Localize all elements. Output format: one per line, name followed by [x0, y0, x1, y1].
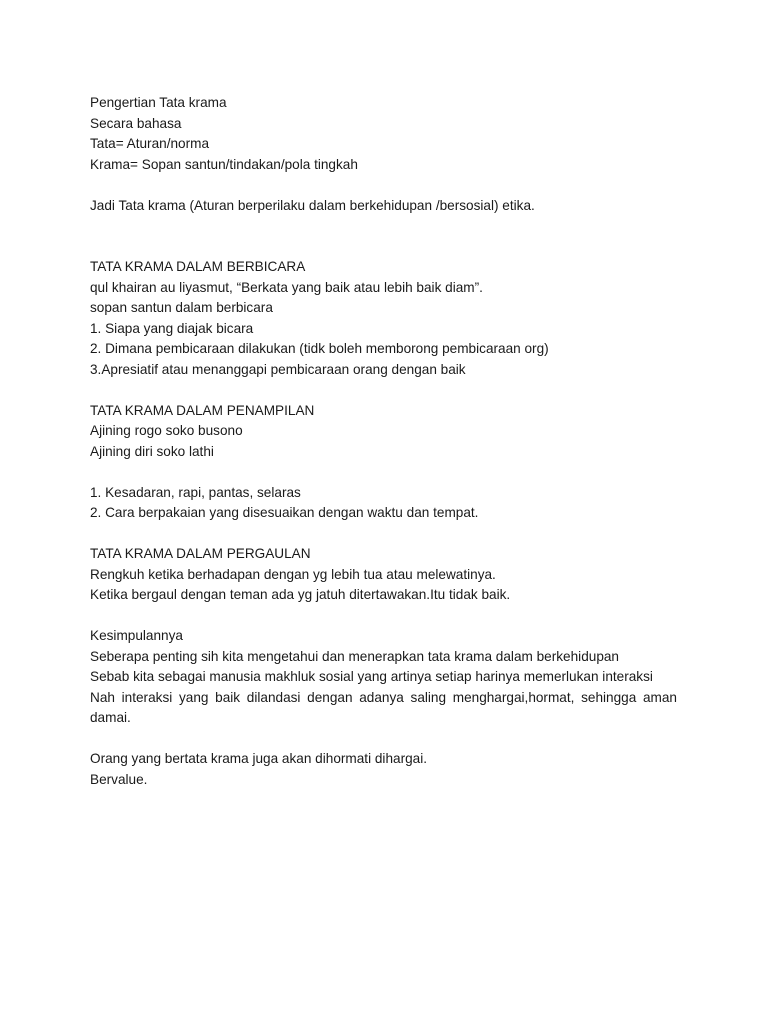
spacer [90, 729, 677, 750]
spacer [90, 524, 677, 545]
pergaulan-line-1: Rengkuh ketika berhadapan dengan yg lebih tua atau melewatinya. [90, 566, 496, 582]
section-heading-penampilan: TATA KRAMA DALAM PENAMPILAN [90, 402, 315, 418]
list-item: 1. Siapa yang diajak bicara [90, 320, 254, 336]
penampilan-line-1: Ajining rogo soko busono [90, 423, 243, 438]
section-heading-pergaulan: TATA KRAMA DALAM PERGAULAN [90, 546, 311, 561]
intro-line-1: Secara bahasa [90, 115, 182, 131]
kesimpulan-line-2: Sebab kita sebagai manusia makhluk sosial yang artinya setiap harinya memerlukan interaksi [90, 669, 653, 684]
penampilan-line-2: Ajining diri soko lathi [90, 443, 214, 459]
pergaulan-line-2: Ketika bergaul dengan teman ada yg jatuh ditertawakan.Itu tidak baik. [90, 587, 511, 602]
spacer [90, 462, 677, 483]
kesimpulan-line-1: Seberapa penting sih kita mengetahui dan menerapkan tata krama dalam berkehidupan [90, 648, 619, 664]
spacer [90, 216, 677, 257]
intro-line-2: Tata= Aturan/norma [90, 136, 210, 151]
intro-summary: Jadi Tata krama (Aturan berperilaku dalam berkehidupan /bersosial) etika. [90, 197, 535, 213]
spacer [90, 606, 677, 627]
intro-line-3: Krama= Sopan santun/tindakan/pola tingkah [90, 156, 358, 172]
list-item: 2. Dimana pembicaraan dilakukan (tidk boleh memborong pembicaraan org) [90, 341, 549, 356]
berbicara-quote: qul khairan au liyasmut, “Berkata yang baik atau lebih baik diam”. [90, 279, 483, 295]
closing-line-1: Orang yang bertata krama juga akan dihormati dihargai. [90, 751, 428, 766]
section-heading-berbicara: TATA KRAMA DALAM BERBICARA [90, 259, 306, 274]
list-item: 3.Apresiatif atau menanggapi pembicaraan orang dengan baik [90, 361, 466, 377]
list-item: 2. Cara berpakaian yang disesuaikan dengan waktu dan tempat. [90, 505, 479, 520]
doc-title: Pengertian Tata krama [90, 95, 227, 110]
berbicara-subheading: sopan santun dalam berbicara [90, 300, 273, 315]
spacer [90, 380, 677, 401]
section-heading-kesimpulan: Kesimpulannya [90, 628, 183, 643]
document-page [90, 93, 677, 790]
list-item: 1. Kesadaran, rapi, pantas, selaras [90, 484, 301, 500]
kesimpulan-line-3: Nah interaksi yang baik dilandasi dengan adanya saling menghargai,hormat, sehingga aman damai. [90, 689, 677, 725]
closing-line-2: Bervalue. [90, 771, 148, 787]
spacer [90, 175, 677, 196]
